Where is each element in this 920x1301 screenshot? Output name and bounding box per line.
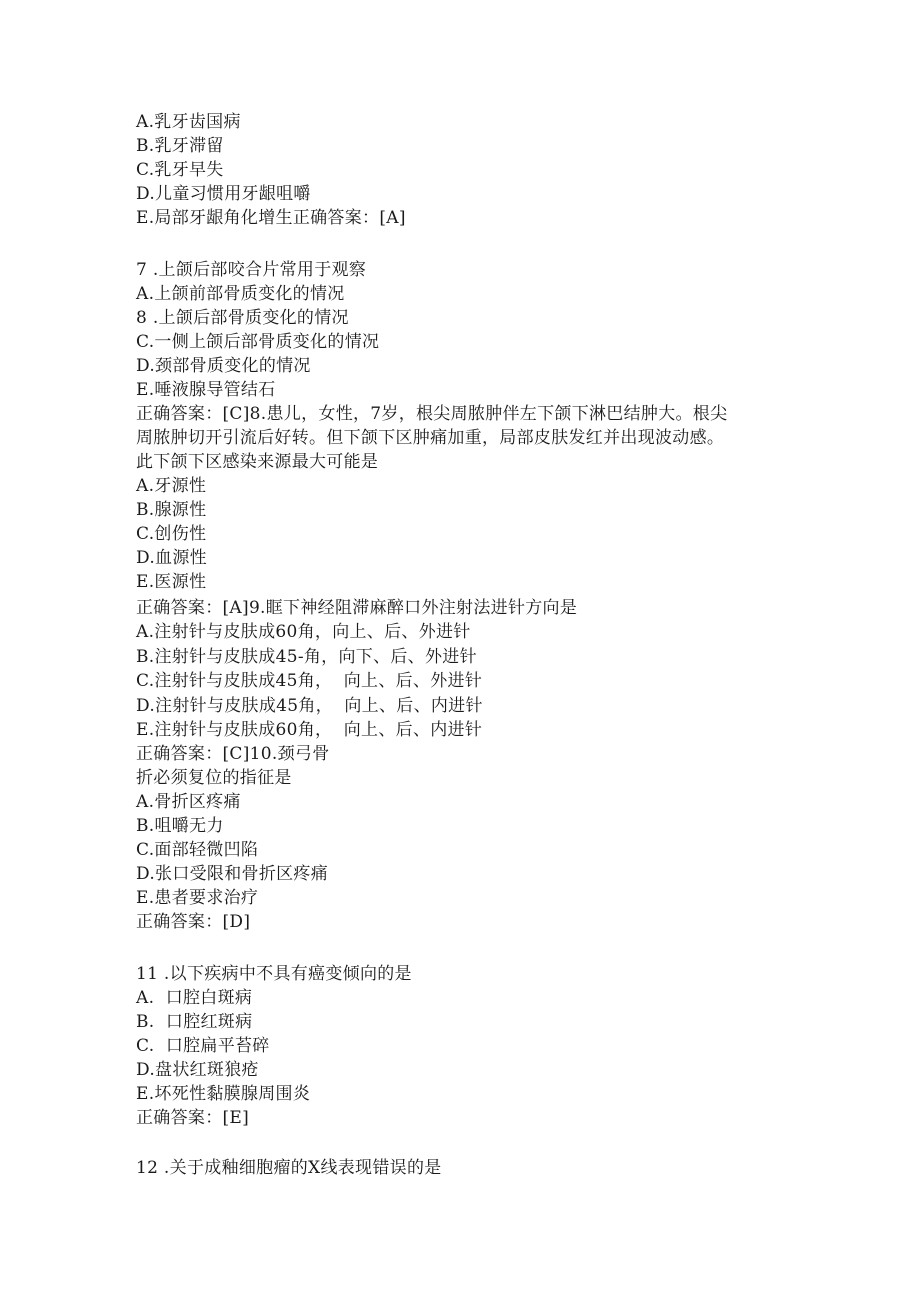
option-line: C.注射针与皮肤成45角， 向上、后、外进针 — [136, 671, 483, 691]
option-line: C.一侧上颌后部骨质变化的情况 — [136, 332, 380, 352]
option-line: A.注射针与皮肤成60角，向上、后、外进针 — [136, 622, 471, 642]
option-line: E.医源性 — [136, 572, 207, 592]
answer-question-line: 正确答案：[A]9.眶下神经阻滞麻醉口外注射法进针方向是 — [136, 598, 578, 618]
option-line: C.乳牙早失 — [136, 160, 224, 180]
option-line: E.坏死性黏膜腺周围炎 — [136, 1084, 311, 1104]
option-line: E.唾液腺导管结石 — [136, 380, 276, 400]
answer-question-line: 正确答案：[C]8.患儿，女性，7岁，根尖周脓肿伴左下颌下淋巴结肿大。根尖 — [136, 404, 728, 424]
question-line: 7 .上颌后部咬合片常用于观察 — [136, 260, 367, 280]
option-line: C.面部轻微凹陷 — [136, 840, 259, 860]
option-line: D.注射针与皮肤成45角， 向上、后、内进针 — [136, 696, 483, 716]
option-line: E.注射针与皮肤成60角， 向上、后、内进针 — [136, 720, 483, 740]
option-line: D.儿童习惯用牙龈咀嚼 — [136, 184, 311, 204]
option-line: D.血源性 — [136, 548, 207, 568]
option-line: A.乳牙齿国病 — [136, 112, 241, 132]
option-line: A.骨折区疼痛 — [136, 792, 241, 812]
answer-line: 正确答案：[E] — [136, 1108, 250, 1128]
option-line: B. 口腔红斑病 — [136, 1012, 253, 1032]
option-line: D.张口受限和骨折区疼痛 — [136, 864, 329, 884]
option-line: D.颈部骨质变化的情况 — [136, 356, 311, 376]
answer-question-line: 正确答案：[C]10.颈弓骨 — [136, 744, 330, 764]
question-line: 周脓肿切开引流后好转。但下颌下区肿痛加重，局部皮肤发红并出现波动感。 — [136, 428, 725, 448]
option-line: B.腺源性 — [136, 500, 207, 520]
option-line: E.患者要求治疗 — [136, 888, 259, 908]
option-line: B.咀嚼无力 — [136, 816, 224, 836]
option-line: A.上颌前部骨质变化的情况 — [136, 284, 345, 304]
option-line: A.牙源性 — [136, 476, 207, 496]
option-line: A. 口腔白斑病 — [136, 988, 253, 1008]
question-line: 11 .以下疾病中不具有癌变倾向的是 — [136, 964, 412, 984]
option-line: D.盘状红斑狼疮 — [136, 1060, 259, 1080]
question-line: 12 .关于成釉细胞瘤的X线表现错误的是 — [136, 1158, 442, 1178]
question-line: 此下颌下区感染来源最大可能是 — [136, 452, 379, 472]
option-line: C. 口腔扁平苔碎 — [136, 1036, 270, 1056]
answer-line: 正确答案：[D] — [136, 912, 251, 932]
option-line: B.注射针与皮肤成45-角，向下、后、外进针 — [136, 647, 477, 667]
option-line: C.创伤性 — [136, 524, 207, 544]
option-line: B.乳牙滞留 — [136, 136, 224, 156]
option-answer-line: E.局部牙龈角化增生正确答案：[A] — [136, 208, 406, 228]
question-line: 8 .上颌后部骨质变化的情况 — [136, 308, 349, 328]
question-line: 折必须复位的指征是 — [136, 768, 292, 788]
